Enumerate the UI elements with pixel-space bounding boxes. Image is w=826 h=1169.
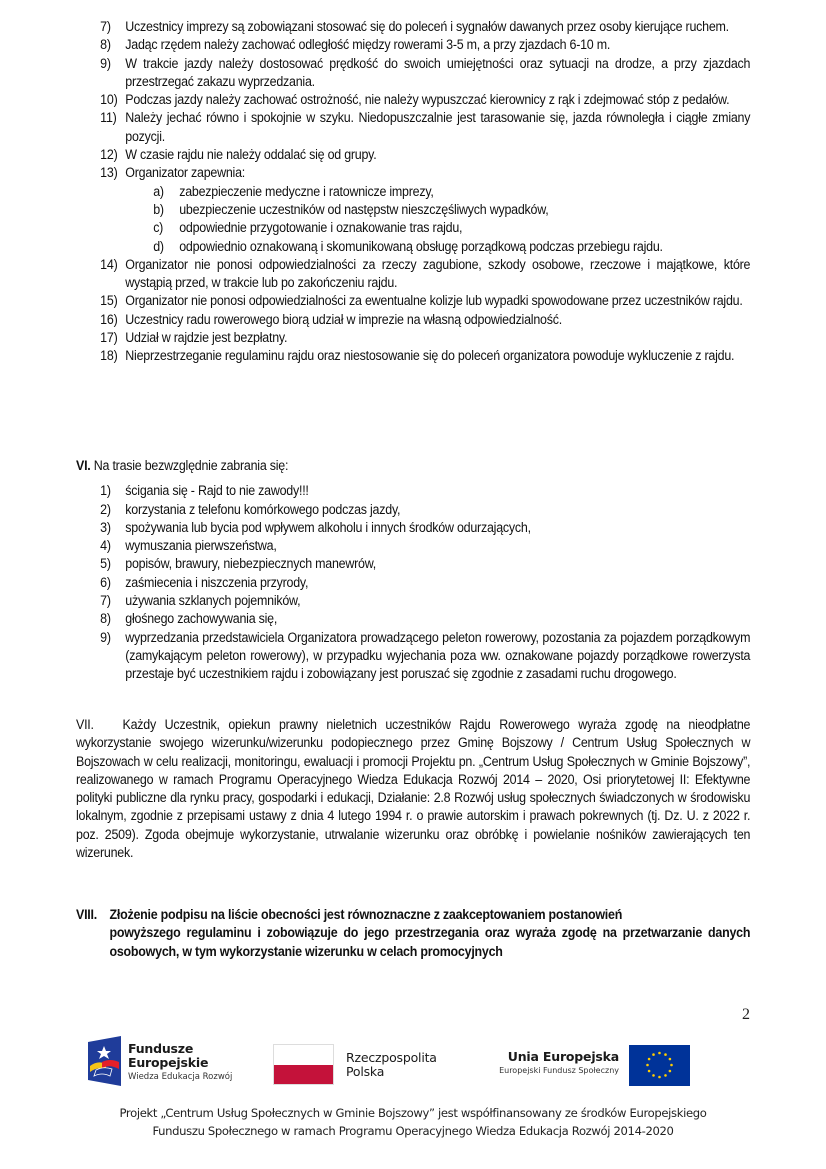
list-item xyxy=(76,482,750,500)
funding-logos-bar xyxy=(0,1030,826,1092)
section-v-rules-list xyxy=(76,18,750,366)
item-number: 18) xyxy=(100,348,118,364)
unia-europejska-text xyxy=(499,1049,619,1077)
section-roman-numeral: VII. xyxy=(76,717,94,732)
item-letter: b) xyxy=(153,201,164,217)
project-funding-footer xyxy=(0,1104,826,1140)
item-text: spożywania lub bycia pod wpływem alkoholu i innych środków odurzających, xyxy=(125,519,531,535)
list-item xyxy=(76,256,750,293)
item-text: wymuszania pierwszeństwa, xyxy=(125,538,277,554)
list-item xyxy=(76,292,750,310)
list-item xyxy=(76,146,750,164)
section-text-line1: Złożenie podpisu na liście obecności jest równoznaczne z zaakceptowaniem postanowień xyxy=(109,907,623,922)
item-number: 8) xyxy=(100,37,111,53)
eu-line1: Unia Europejska xyxy=(507,1049,619,1064)
item-text: Należy jechać równo i spokojnie w szyku. Niedopuszczalnie jest tarasowanie się, jazda równoległa i ciągłe zmiany pozycji. xyxy=(125,110,751,144)
item-number: 9) xyxy=(100,629,111,645)
item-number: 8) xyxy=(100,611,111,627)
list-item xyxy=(76,537,750,555)
item-text: odpowiednio oznakowaną i skomunikowaną obsługę porządkową podczas przebiegu rajdu. xyxy=(179,238,663,254)
section-heading xyxy=(76,457,750,475)
section-vi-prohibitions xyxy=(76,457,750,684)
footer-line2: Funduszu Społecznego w ramach Programu Operacyjnego Wiedza Edukacja Rozwój 2014-2020 xyxy=(152,1124,674,1138)
list-item xyxy=(76,109,750,146)
item-number: 7) xyxy=(100,593,111,609)
list-item xyxy=(76,18,750,36)
item-number: 5) xyxy=(100,556,111,572)
item-text: ścigania się - Rajd to nie zawody!!! xyxy=(125,483,309,499)
fe-tagline: Wiedza Edukacja Rozwój xyxy=(128,1072,233,1082)
item-number: 16) xyxy=(100,311,118,327)
item-text: ubezpieczenie uczestników od następstw nieszczęśliwych wypadków, xyxy=(179,201,549,217)
section-paragraph: Każdy Uczestnik, opiekun prawny nieletnich uczestników Rajdu Rowerowego wyraża zgodę na nieodpłatne wykorzystanie swojego wizerunku/wizerunku podopiecznego przez Gminę Bojszowy / Centrum Usług Społecznych w Bojszowach w celu realizacji, monitoringu, ewaluacji i promocji Projektu pn. „Centrum Usług Społecznych w Gminie Bojszowy”, realizowanego w ramach Programu Operacyjnego Wiedza Edukacja Rozwój 2014 – 2020, Osi priorytetowej II: Efektywne polityki publiczne dla rynku pracy, gospodarki i edukacji, Działanie: 2.8 Rozwój usług społecznych świadczonych w środowisku lokalnym, zgodnie z przepisami ustawy z dnia 4 lutego 1994 r. o prawie autorskim i prawach pokrewnych (tj. Dz. U. z 2022 r. poz. 2509). Zgoda obejmuje wykorzystanie, utrwalanie wizerunku oraz obróbkę i powielanie nośników zawierających ten wizerunek. xyxy=(76,717,751,861)
section-roman-numeral: VIII. xyxy=(76,907,97,922)
sub-list-item xyxy=(76,201,750,219)
item-number: 17) xyxy=(100,330,118,346)
item-text: używania szklanych pojemników, xyxy=(125,593,301,609)
list-item xyxy=(76,574,750,592)
item-number: 1) xyxy=(100,483,111,499)
list-item xyxy=(76,592,750,610)
item-text: zabezpieczenie medyczne i ratownicze imprezy, xyxy=(179,183,434,199)
item-number: 2) xyxy=(100,501,111,517)
fundusze-europejskie-logo-icon xyxy=(88,1036,121,1086)
section-first-line xyxy=(76,906,750,924)
list-item xyxy=(76,91,750,109)
section-viii-signature-clause xyxy=(76,906,750,961)
item-text: Podczas jazdy należy zachować ostrożność, nie należy wypuszczać kierownicy z rąk i zdejmować stóp z pedałów. xyxy=(125,92,730,108)
item-number: 13) xyxy=(100,165,118,181)
item-text: Jadąc rzędem należy zachować odległość między rowerami 3-5 m, a przy zjazdach 6-10 m. xyxy=(125,37,611,53)
pl-line2: Polska xyxy=(346,1064,385,1079)
item-number: 12) xyxy=(100,147,118,163)
sub-list-item xyxy=(76,219,750,237)
list-item xyxy=(76,610,750,628)
list-item xyxy=(76,329,750,347)
fundusze-europejskie-text xyxy=(128,1042,232,1084)
item-number: 10) xyxy=(100,92,118,108)
item-text: Organizator nie ponosi odpowiedzialności za ewentualne kolizje lub wypadki spowodowane przez uczestników rajdu. xyxy=(125,293,743,309)
item-text: wyprzedzania przedstawiciela Organizatora prowadzącego peleton rowerowy, pozostania za pojazdem porządkowym (zamykającym peleton rowerowy), w przypadku wyjechania poza ww. oznakowane pojazdy porządkowe rowerzysta przestaje być uczestnikiem rajdu i zobowiązany jest poruszać się zgodnie z zasadami ruchu drogowego. xyxy=(125,629,751,682)
list-item xyxy=(76,311,750,329)
item-letter: c) xyxy=(153,220,164,236)
item-letter: d) xyxy=(153,238,164,254)
list-item xyxy=(76,164,750,182)
item-number: 14) xyxy=(100,256,118,272)
item-text: Uczestnicy imprezy są zobowiązani stosować się do poleceń i sygnałów dawanych przez osoby kierujące ruchem. xyxy=(125,19,729,34)
item-text: Organizator zapewnia: xyxy=(125,165,246,181)
item-number: 4) xyxy=(100,538,111,554)
item-letter: a) xyxy=(153,183,164,199)
item-text: głośnego zachowywania się, xyxy=(125,611,278,627)
section-heading-text: Na trasie bezwzględnie zabrania się: xyxy=(90,458,289,473)
list-item xyxy=(76,501,750,519)
item-text: odpowiednie przygotowanie i oznakowanie tras rajdu, xyxy=(179,220,463,236)
item-number: 9) xyxy=(100,55,111,71)
item-number: 6) xyxy=(100,574,111,590)
list-item xyxy=(76,629,750,684)
item-text: popisów, brawury, niebezpiecznych manewrów, xyxy=(125,556,377,572)
item-text: W trakcie jazdy należy dostosować prędkość do swoich umiejętności oraz sytuacji na drodze, a przy zjazdach przestrzegać zakazu wyprzedzania. xyxy=(125,55,751,89)
list-item xyxy=(76,555,750,573)
section-vii-image-consent xyxy=(76,716,750,862)
section-roman-numeral: VI. xyxy=(76,458,91,473)
footer-line1: Projekt „Centrum Usług Społecznych w Gminie Bojszowy” jest współfinansowany ze środków Europejskiego xyxy=(119,1106,707,1120)
eu-flag-icon xyxy=(629,1045,690,1086)
fe-line2: Europejskie xyxy=(128,1055,209,1070)
item-text: Udział w rajdzie jest bezpłatny. xyxy=(125,330,288,346)
list-item xyxy=(76,55,750,92)
item-text: korzystania z telefonu komórkowego podczas jazdy, xyxy=(125,501,401,517)
item-text: W czasie rajdu nie należy oddalać się od grupy. xyxy=(125,147,377,163)
rzeczpospolita-polska-text xyxy=(346,1051,437,1079)
polish-flag-icon xyxy=(273,1044,334,1085)
fe-line1: Fundusze xyxy=(128,1041,194,1056)
page-number: 2 xyxy=(742,1006,750,1023)
sub-list-item xyxy=(76,238,750,256)
item-number: 7) xyxy=(100,19,111,34)
eu-line2: Europejski Fundusz Społeczny xyxy=(499,1066,619,1075)
pl-line1: Rzeczpospolita xyxy=(346,1050,437,1065)
list-item xyxy=(76,519,750,537)
item-text: zaśmiecenia i niszczenia przyrody, xyxy=(125,574,309,590)
item-text: Organizator nie ponosi odpowiedzialności za rzeczy zagubione, szkody osobowe, rzeczowe i majątkowe, które wystąpią przed, w trakcie lub po zakończeniu rajdu. xyxy=(125,256,751,291)
list-item xyxy=(76,36,750,54)
item-number: 15) xyxy=(100,293,118,309)
section-text-continued: powyższego regulaminu i zobowiązuje do jego przestrzegania oraz wyraża zgodę na przetwarzanie danych osobowych, w tym wykorzystanie wizerunku w celach promocyjnych xyxy=(109,925,751,959)
item-text: Uczestnicy radu rowerowego biorą udział w imprezie na własną odpowiedzialność. xyxy=(125,311,562,327)
sub-list-item xyxy=(76,183,750,201)
list-item xyxy=(76,347,750,365)
item-number: 11) xyxy=(100,110,117,126)
item-text: Nieprzestrzeganie regulaminu rajdu oraz niestosowanie się do poleceń organizatora powoduje wykluczenie z rajdu. xyxy=(125,348,735,364)
item-number: 3) xyxy=(100,519,111,535)
